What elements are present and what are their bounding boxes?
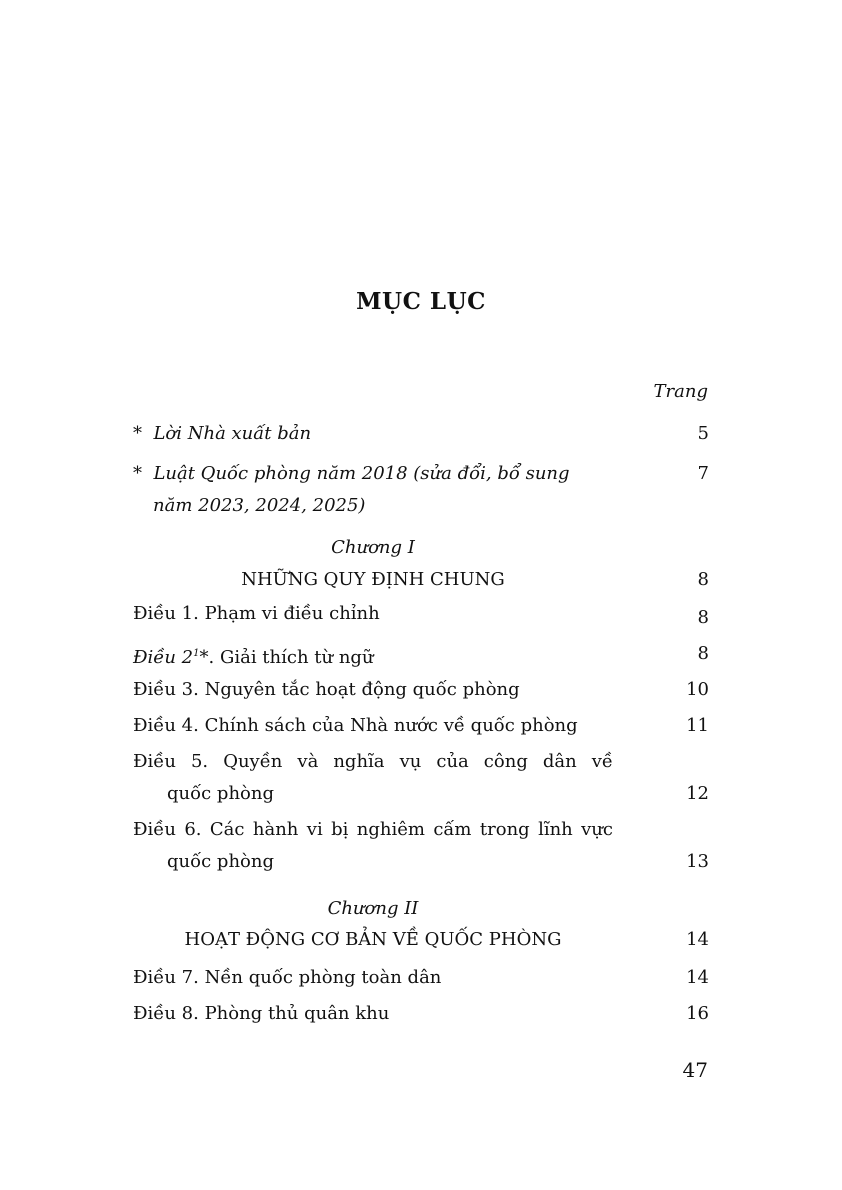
toc-entry-text-continued: quốc phòng [167, 851, 274, 872]
page-number: 47 [682, 1058, 708, 1082]
chapter-title-text: HOẠT ĐỘNG CƠ BẢN VỀ QUỐC PHÒNG [184, 929, 562, 950]
toc-entry-text: Điều 5. Quyền và nghĩa vụ của công dân về [133, 751, 613, 772]
toc-entry-text: * Luật Quốc phòng năm 2018 (sửa đổi, bổ sung [133, 463, 570, 484]
toc-entry-text: * Lời Nhà xuất bản [133, 423, 312, 444]
page-title: MỤC LỤC [356, 288, 486, 315]
toc-entry [133, 998, 709, 1030]
toc-entry-text-continued: năm 2023, 2024, 2025) [153, 495, 366, 516]
toc-entry-page: 12 [686, 783, 709, 804]
toc-entry-page: 8 [697, 607, 709, 628]
toc-entry [133, 746, 709, 810]
toc-entry-text: Điều 6. Các hành vi bị nghiêm cấm trong lĩnh vực [133, 819, 613, 840]
toc-entry-page: 14 [686, 929, 709, 950]
toc-entry [133, 458, 709, 522]
toc-entry-page: 10 [686, 679, 709, 700]
toc-entry-page: 7 [697, 463, 709, 484]
chapter-label: Chương I [331, 537, 415, 558]
chapter-title-text: NHỮNG QUY ĐỊNH CHUNG [241, 569, 505, 590]
toc-entry [133, 814, 709, 878]
toc-entry [133, 598, 709, 630]
toc-entry-page: 16 [686, 1003, 709, 1024]
toc-entry [133, 674, 709, 706]
toc-entry-page: 8 [697, 643, 709, 664]
toc-entry-text-continued: quốc phòng [167, 783, 274, 804]
toc-entry-text: Điều 4. Chính sách của Nhà nước về quốc phòng [133, 715, 578, 736]
chapter-label: Chương II [327, 898, 419, 919]
toc-entry-page: 11 [686, 715, 709, 736]
toc-entry-page: 5 [697, 423, 709, 444]
toc-entry-page: 8 [697, 569, 709, 590]
toc-entry-text: Điều 3. Nguyên tắc hoạt động quốc phòng [133, 679, 520, 700]
toc-entry [133, 418, 709, 450]
toc-entry-text: Điều $2^1*$. Giải thích từ ngữ [133, 647, 374, 668]
chapter-title [133, 569, 709, 590]
toc-entry [133, 710, 709, 742]
chapter-title [133, 929, 709, 950]
toc-entry [133, 962, 709, 994]
page-column-label: Trang [653, 381, 708, 402]
toc-entry-page: 13 [686, 851, 709, 872]
toc-entry-page: 14 [686, 967, 709, 988]
toc-entry-text: Điều 1. Phạm vi điều chỉnh [133, 603, 380, 624]
toc-entry-text: Điều 8. Phòng thủ quân khu [133, 1003, 390, 1024]
toc-entry [133, 638, 709, 674]
toc-entry-text: Điều 7. Nền quốc phòng toàn dân [133, 967, 442, 988]
